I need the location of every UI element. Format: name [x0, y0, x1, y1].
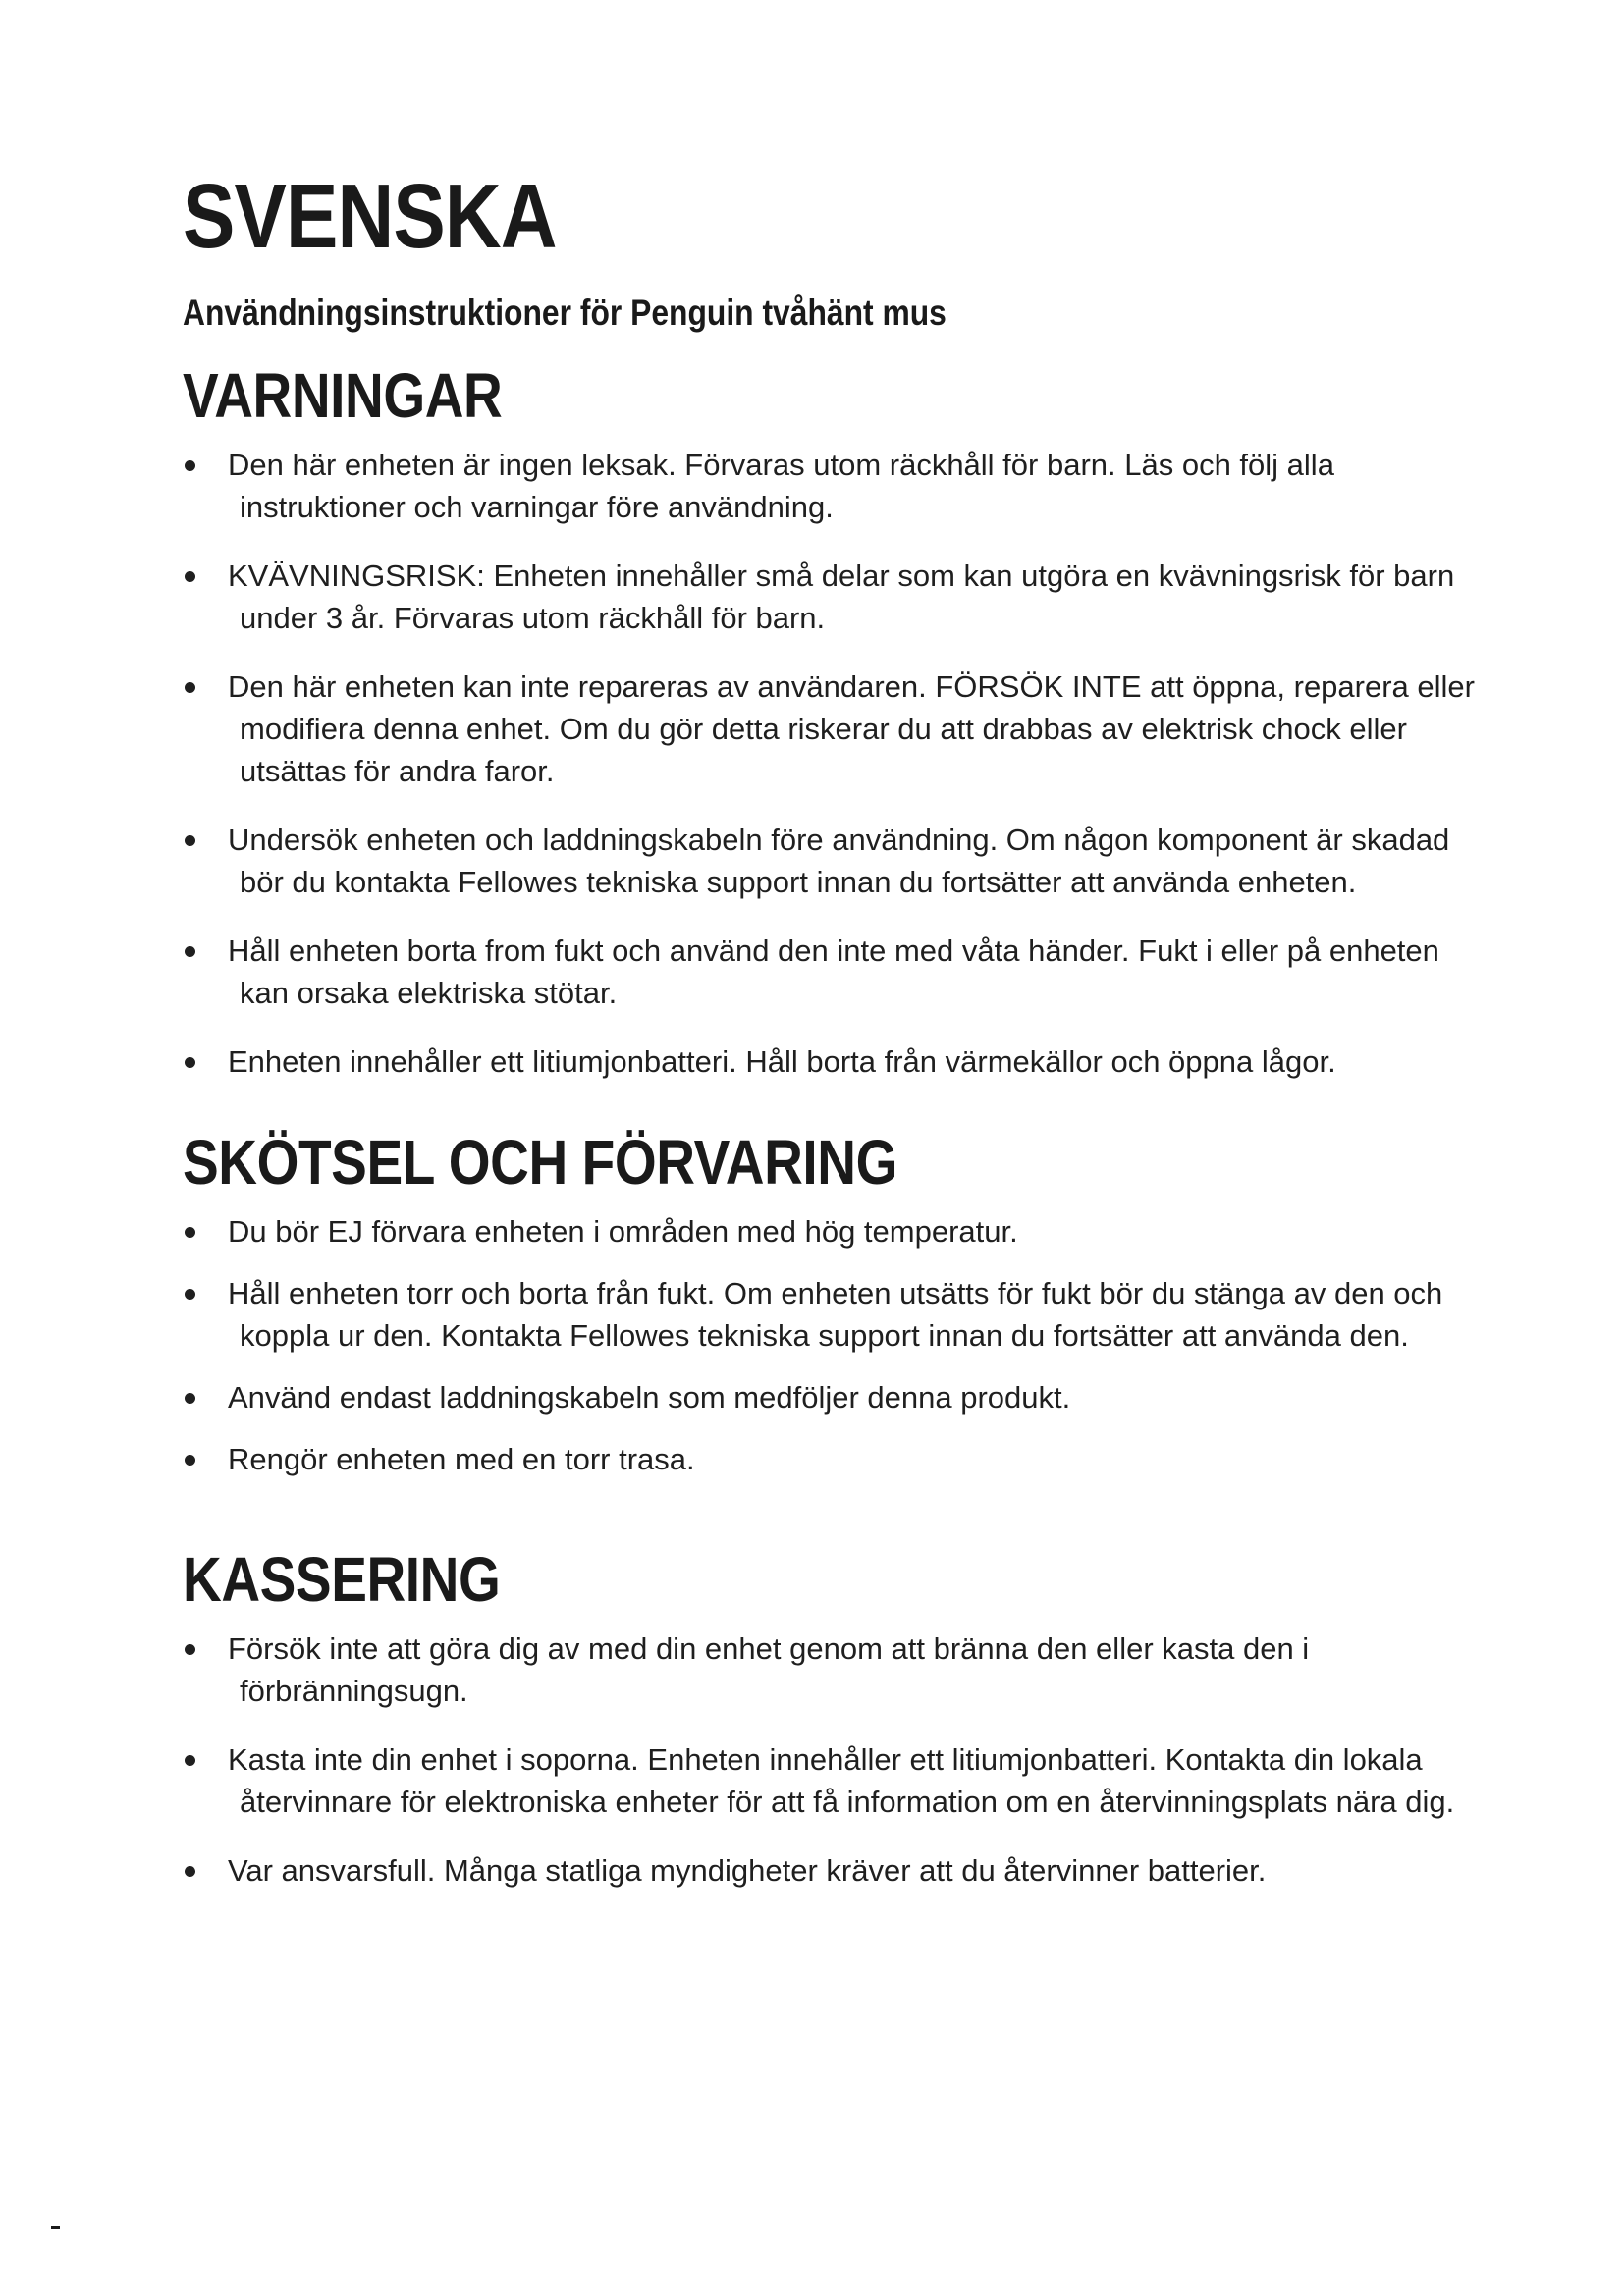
bullet-icon — [185, 571, 195, 582]
list-item: Rengör enheten med en torr trasa. — [183, 1438, 1479, 1480]
bullet-icon — [185, 1866, 195, 1877]
bullet-icon — [185, 1455, 195, 1466]
bullet-icon — [185, 946, 195, 957]
document-subtitle: Användningsinstruktioner för Penguin tvåhänt mus — [183, 293, 947, 333]
list-item: Håll enheten borta from fukt och använd den inte med våta händer. Fukt i eller på enheten kan orsaka elektriska stötar. — [183, 930, 1479, 1014]
bullet-icon — [185, 835, 195, 846]
care-heading: SKÖTSEL OCH FÖRVARING — [183, 1127, 897, 1198]
list-item: Enheten innehåller ett litiumjonbatteri. Håll borta från värmekällor och öppna lågor. — [183, 1041, 1479, 1083]
list-item: Försök inte att göra dig av med din enhet genom att bränna den eller kasta den i förbränningsugn. — [183, 1628, 1479, 1712]
warnings-heading: VARNINGAR — [183, 360, 503, 431]
list-item: Den här enheten är ingen leksak. Förvaras utom räckhåll för barn. Läs och följ alla instruktioner och varningar före användning. — [183, 444, 1479, 528]
disposal-list — [183, 1628, 1479, 1892]
bullet-icon — [185, 1057, 195, 1068]
bullet-icon — [185, 1393, 195, 1404]
bullet-icon — [185, 1644, 195, 1655]
list-item: Undersök enheten och laddningskabeln före användning. Om någon komponent är skadad bör du kontakta Fellowes tekniska support innan du fortsätter att använda enheten. — [183, 819, 1479, 903]
bullet-icon — [185, 682, 195, 693]
list-item: Använd endast laddningskabeln som medföljer denna produkt. — [183, 1376, 1479, 1418]
bullet-icon — [185, 1227, 195, 1238]
language-title: SVENSKA — [183, 165, 557, 267]
bullet-icon — [185, 1289, 195, 1300]
warnings-list — [183, 444, 1479, 1083]
list-item: Var ansvarsfull. Många statliga myndigheter kräver att du återvinner batterier. — [183, 1849, 1479, 1892]
list-item: Kasta inte din enhet i soporna. Enheten innehåller ett litiumjonbatteri. Kontakta din lokala återvinnare för elektroniska enheter för att få information om en återvinningsplats nära dig. — [183, 1738, 1479, 1823]
list-item: KVÄVNINGSRISK: Enheten innehåller små delar som kan utgöra en kvävningsrisk för barn under 3 år. Förvaras utom räckhåll för barn. — [183, 555, 1479, 639]
page-mark — [51, 2226, 60, 2229]
care-list — [183, 1210, 1479, 1480]
list-item: Den här enheten kan inte repareras av användaren. FÖRSÖK INTE att öppna, reparera eller modifiera denna enhet. Om du gör detta riskerar du att drabbas av elektrisk chock eller utsättas för andra faror. — [183, 666, 1479, 792]
bullet-icon — [185, 460, 195, 471]
list-item: Håll enheten torr och borta från fukt. Om enheten utsätts för fukt bör du stänga av den och koppla ur den. Kontakta Fellowes tekniska support innan du fortsätter att använda den. — [183, 1272, 1479, 1357]
document-page — [183, 167, 1479, 1918]
disposal-heading: KASSERING — [183, 1544, 501, 1615]
list-item: Du bör EJ förvara enheten i områden med hög temperatur. — [183, 1210, 1479, 1253]
bullet-icon — [185, 1755, 195, 1766]
